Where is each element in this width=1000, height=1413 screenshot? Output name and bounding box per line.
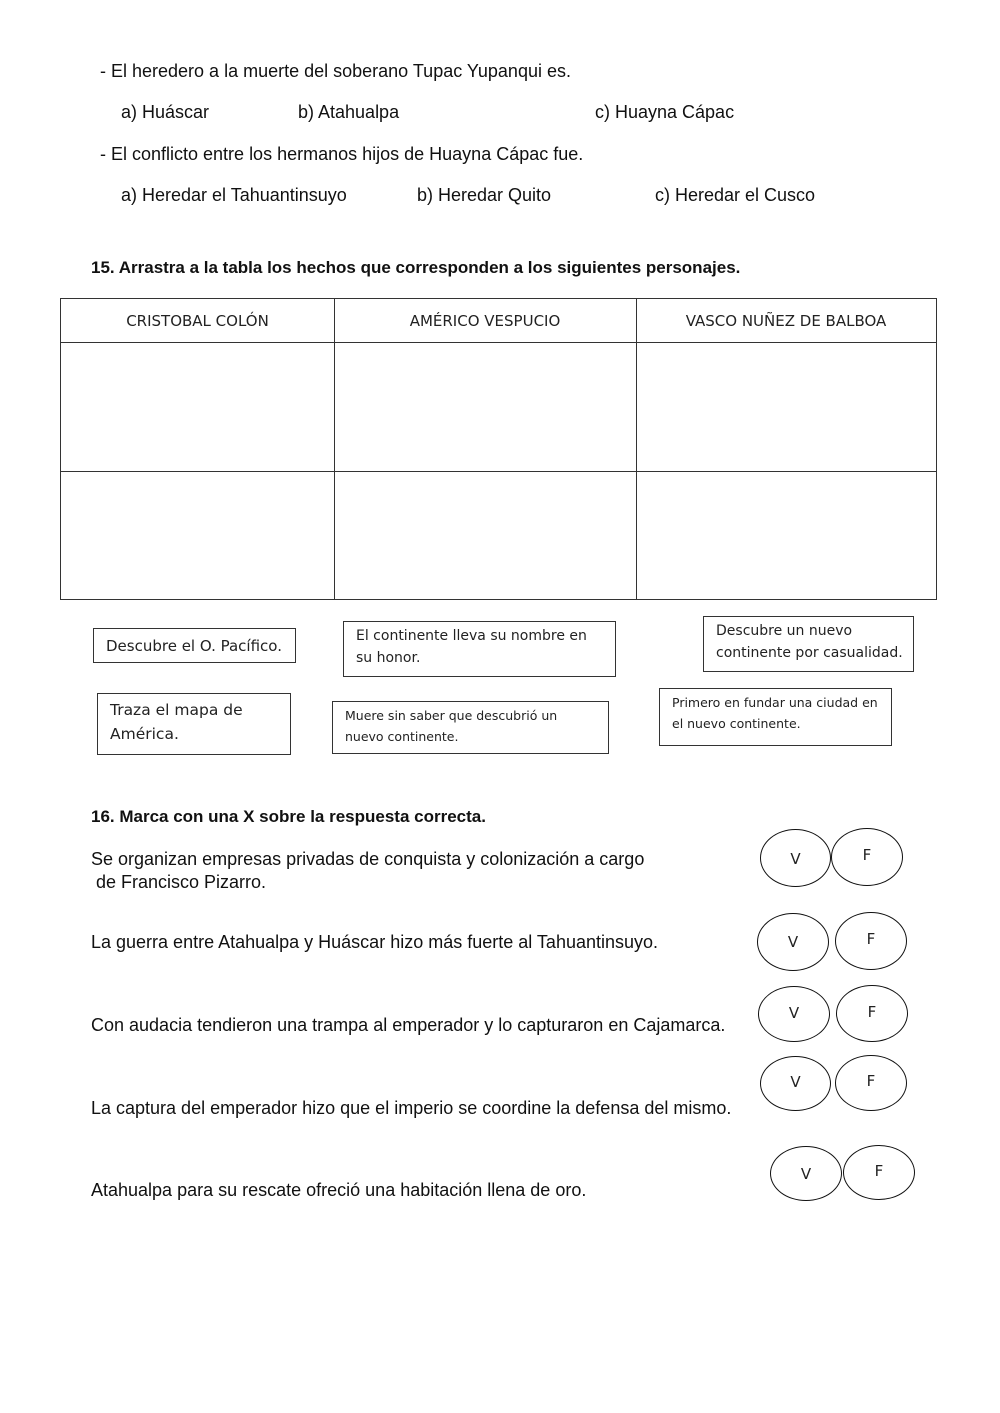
drag-card-pacifico[interactable]: Descubre el O. Pacífico. <box>93 628 296 663</box>
drop-cell-vespucio-1[interactable] <box>335 343 636 471</box>
true-label: V <box>800 1164 812 1183</box>
drop-cell-colon-1[interactable] <box>61 343 334 471</box>
statement-5: Atahualpa para su rescate ofreció una habitación llena de oro. <box>91 1180 587 1200</box>
drag-card-mapa-america[interactable]: Traza el mapa de América. <box>97 693 291 755</box>
false-label: F <box>866 1072 876 1090</box>
question-2-option-c[interactable]: c) Heredar el Cusco <box>655 185 816 205</box>
question-1-option-b[interactable]: b) Atahualpa <box>298 102 400 122</box>
question-2-text: - El conflicto entre los hermanos hijos de Huayna Cápac fue. <box>100 144 584 164</box>
section-15-title: 15. Arrastra a la tabla los hechos que corresponden a los siguientes personajes. <box>91 258 741 277</box>
statement-2: La guerra entre Atahualpa y Huáscar hizo más fuerte al Tahuantinsuyo. <box>91 932 659 952</box>
false-label: F <box>874 1162 884 1180</box>
drop-cell-balboa-2[interactable] <box>637 472 936 599</box>
true-label: V <box>790 850 801 868</box>
statement-1-true-option[interactable] <box>760 829 831 887</box>
statement-4-true-option[interactable] <box>760 1056 831 1111</box>
drop-cell-vespucio-2[interactable] <box>335 472 636 599</box>
true-label: V <box>790 1072 801 1091</box>
question-2-option-b[interactable]: b) Heredar Quito <box>417 185 552 205</box>
statement-4-false-option[interactable] <box>835 1055 907 1111</box>
question-2-option-a[interactable]: a) Heredar el Tahuantinsuyo <box>121 185 347 205</box>
drop-cell-balboa-1[interactable] <box>637 343 936 471</box>
false-label: F <box>866 930 876 948</box>
false-label: F <box>862 846 872 864</box>
drag-drop-table <box>60 298 937 600</box>
statement-1: Se organizan empresas privadas de conquista y colonización a cargo de Francisco Pizarro. <box>91 849 645 892</box>
table-header-colon: CRISTOBAL COLÓN <box>126 311 269 330</box>
drag-card-continente-nombre[interactable]: El continente lleva su nombre en su honor. <box>343 621 616 677</box>
table-header-balboa: VASCO NUÑEZ DE BALBOA <box>685 311 887 330</box>
true-label: V <box>788 1004 800 1022</box>
statement-3: Con audacia tendieron una trampa al emperador y lo capturaron en Cajamarca. <box>91 1015 726 1035</box>
statement-1-false-option[interactable] <box>831 828 903 886</box>
statement-5-false-option[interactable] <box>843 1145 915 1200</box>
question-1-option-c[interactable]: c) Huayna Cápac <box>595 102 735 122</box>
drop-cell-colon-2[interactable] <box>61 472 334 599</box>
table-header-vespucio: AMÉRICO VESPUCIO <box>409 311 561 330</box>
drag-card-muere-sin-saber[interactable]: Muere sin saber que descubrió un nuevo continente. <box>332 701 609 754</box>
question-1-option-a[interactable]: a) Huáscar <box>121 102 210 122</box>
drag-card-nuevo-continente[interactable]: Descubre un nuevo continente por casualidad. <box>703 616 914 672</box>
drag-card-fundar-ciudad[interactable]: Primero en fundar una ciudad en el nuevo continente. <box>659 688 892 746</box>
statement-3-true-option[interactable] <box>758 986 830 1042</box>
question-1-text: - El heredero a la muerte del soberano Tupac Yupanqui es. <box>100 61 571 81</box>
true-label: V <box>787 933 799 951</box>
section-16-title: 16. Marca con una X sobre la respuesta correcta. <box>91 807 486 826</box>
statement-4: La captura del emperador hizo que el imperio se coordine la defensa del mismo. <box>91 1098 732 1118</box>
statement-5-true-option[interactable] <box>770 1146 842 1201</box>
statement-3-false-option[interactable] <box>836 985 908 1042</box>
false-label: F <box>867 1003 877 1021</box>
statement-2-true-option[interactable] <box>757 913 829 971</box>
statement-2-false-option[interactable] <box>835 912 907 970</box>
